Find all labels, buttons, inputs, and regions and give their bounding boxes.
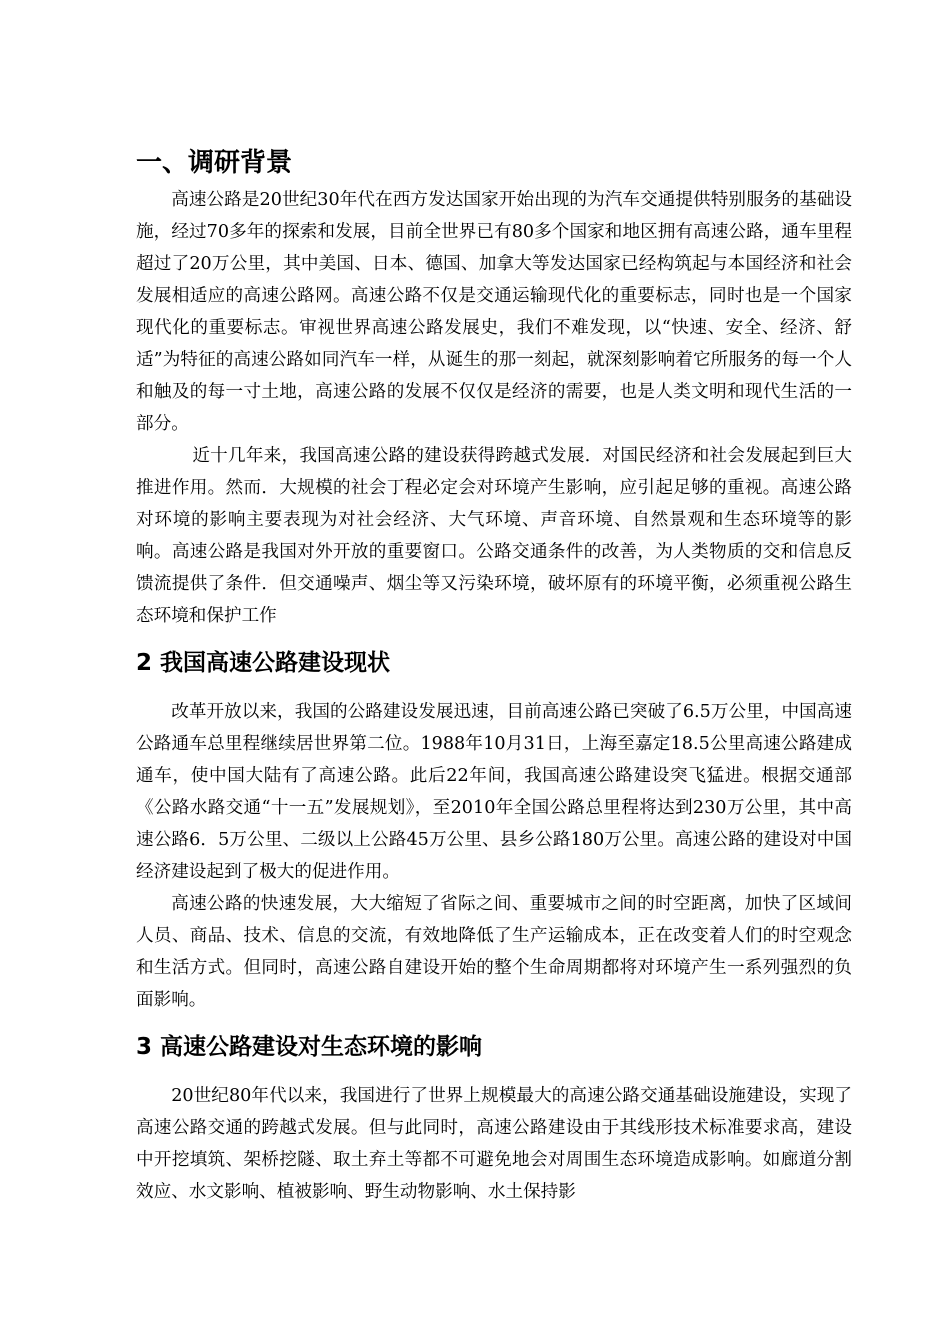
paragraph-construction-progress: 改革开放以来，我国的公路建设发展迅速，目前高速公路已突破了6.5万公里，中国高速公路通车总里程继续居世界第二位。1988年10月31日，上海至嘉定18.5公里高速公路建成通车，使中国大陆有了高速公路。此后22年间，我国高速公路建设突飞猛进。根据交通部《公路水路交通“十一五”发展规划》，至2010年全国公路总里程将达到230万公里，其中高速公路6．5万公里、二级以上公路45万公里、县乡公路180万公里。高速公路的建设对中国经济建设起到了极大的促进作用。	[136, 702, 852, 882]
document-body	[136, 146, 852, 1208]
section-heading-ecological-impact: 3 高速公路建设对生态环境的影响	[136, 1034, 483, 1060]
section-heading-construction-status: 2 我国高速公路建设现状	[136, 650, 391, 676]
paragraph-environmental-impact-intro: 近十几年来，我国高速公路的建设获得跨越式发展．对国民经济和社会发展起到巨大推进作用。然而．大规模的社会丁程必定会对环境产生影响，应引起足够的重视。高速公路对环境的影响主要表现为对社会经济、大气环境、声音环境、自然景观和生态环境等的影响。高速公路是我国对外开放的重要窗口。公路交通条件的改善，为人类物质的交和信息反馈流提供了条件．但交通噪声、烟尘等又污染环境，破坏原有的环境平衡，必须重视公路生态环境和保护工作	[136, 446, 852, 626]
section-heading-research-background: 一、调研背景	[136, 148, 293, 178]
paragraph-rapid-development: 高速公路的快速发展，大大缩短了省际之间、重要城市之间的时空距离，加快了区域间人员、商品、技术、信息的交流，有效地降低了生产运输成本，正在改变着人们的时空观念和生活方式。但同时，高速公路自建设开始的整个生命周期都将对环境产生一系列强烈的负面影响。	[136, 894, 852, 1010]
paragraph-ecological-impact: 20世纪80年代以来，我国进行了世界上规模最大的高速公路交通基础设施建设，实现了高速公路交通的跨越式发展。但与此同时，高速公路建设由于其线形技术标准要求高，建设中开挖填筑、架桥挖隧、取土弃土等都不可避免地会对周围生态环境造成影响。如廊道分割效应、水文影响、植被影响、野生动物影响、水土保持影	[136, 1086, 852, 1202]
paragraph-expressway-history: 高速公路是20世纪30年代在西方发达国家开始出现的为汽车交通提供特别服务的基础设施，经过70多年的探索和发展，目前全世界已有80多个国家和地区拥有高速公路，通车里程超过了20万公里，其中美国、日本、德国、加拿大等发达国家已经构筑起与本国经济和社会发展相适应的高速公路网。高速公路不仅是交通运输现代化的重要标志，同时也是一个国家现代化的重要标志。审视世界高速公路发展史，我们不难发现，以“快速、安全、经济、舒适”为特征的高速公路如同汽车一样，从诞生的那一刻起，就深刻影响着它所服务的每一个人和触及的每一寸土地，高速公路的发展不仅仅是经济的需要，也是人类文明和现代生活的一部分。	[136, 190, 852, 434]
